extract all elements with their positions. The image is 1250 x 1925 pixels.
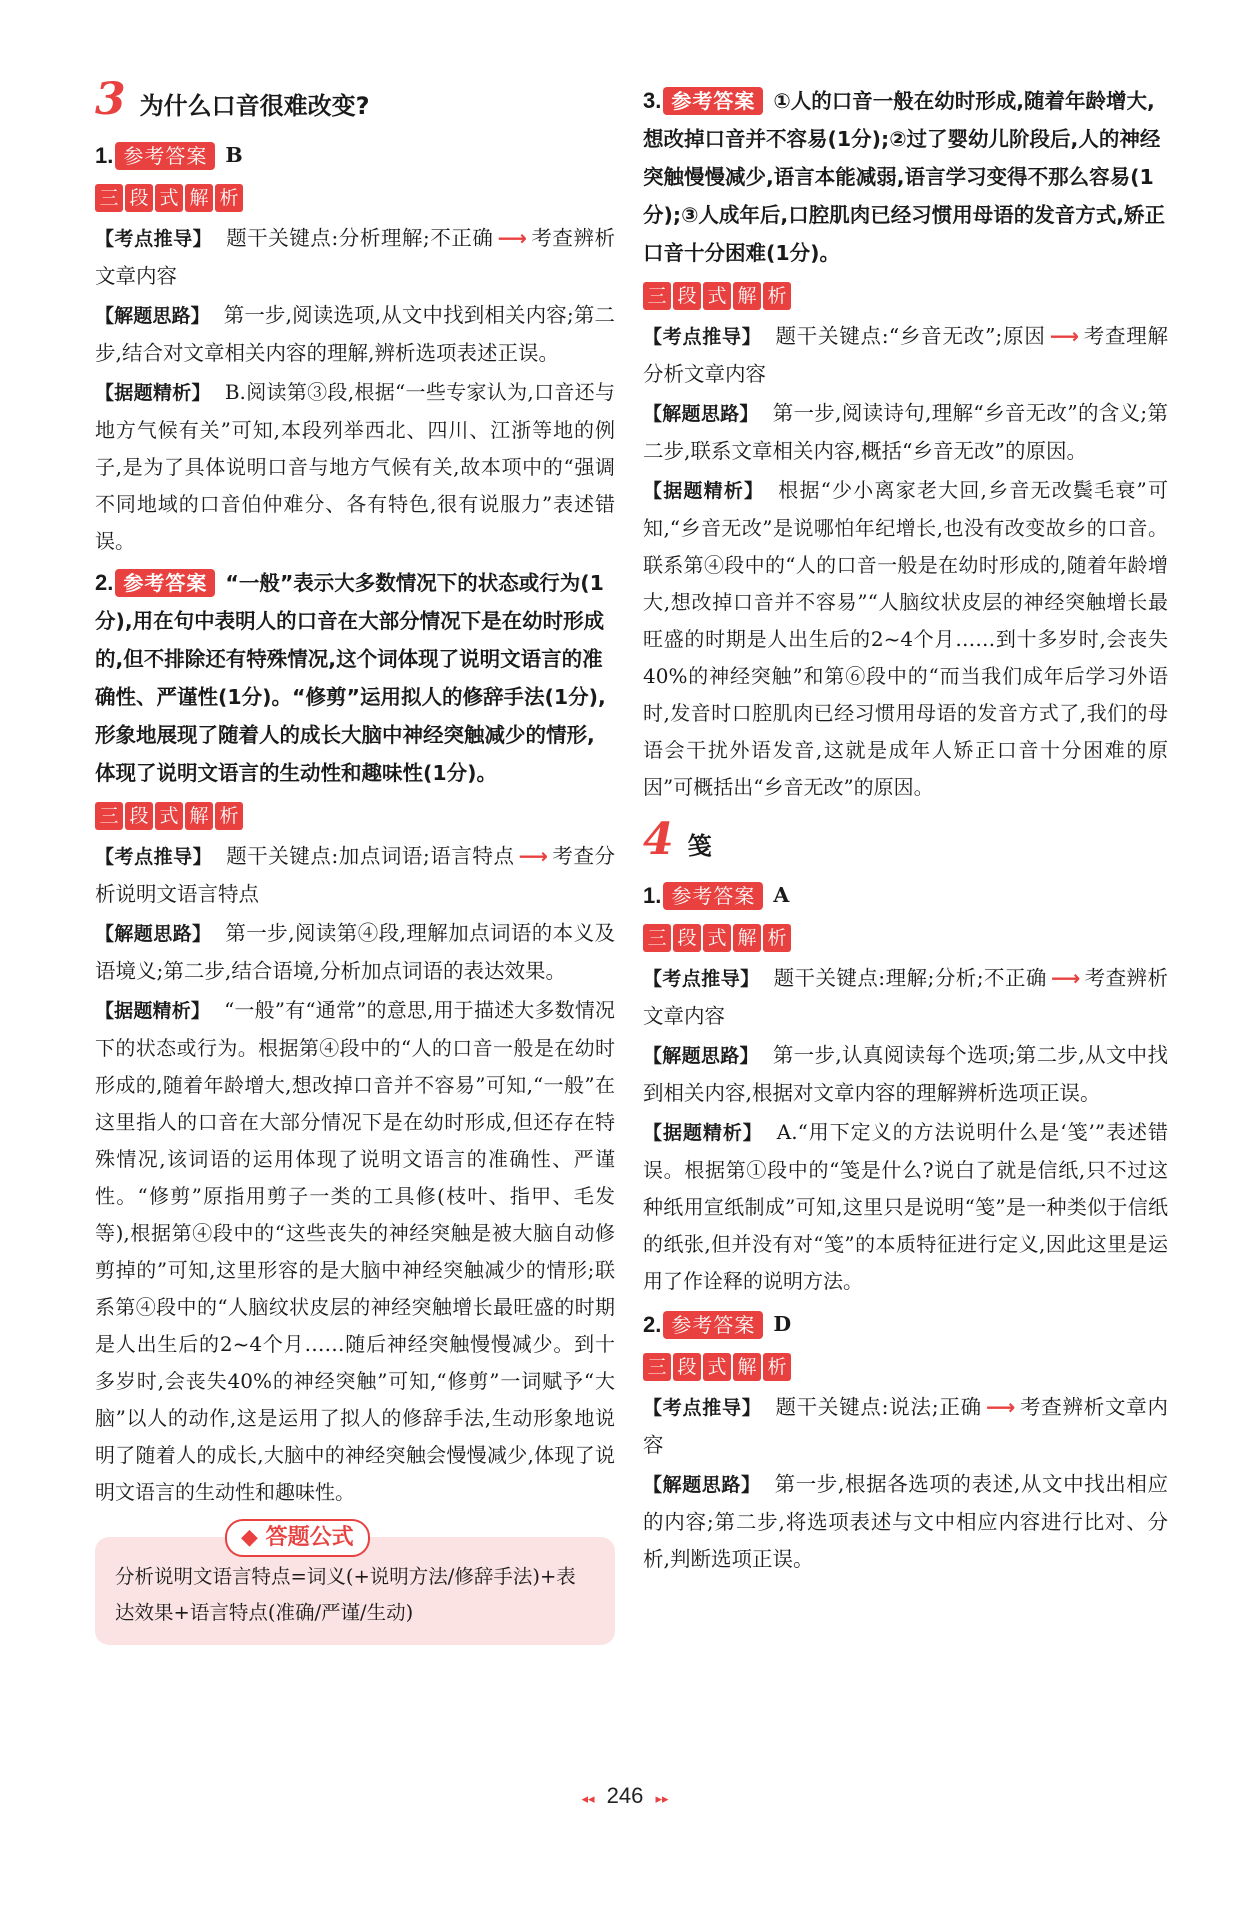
silu-text: 第一步,阅读诗句,理解“乡音无改”的含义;第二步,联系文章相关内容,概括“乡音无改”的原因。 [643, 401, 1168, 463]
kaodian-keypoint: 题干关键点:理解;分析;不正确 [773, 966, 1047, 990]
kaodian-label: 【考点推导】 [643, 968, 760, 990]
kaodian-keypoint: 题干关键点:加点词语;语言特点 [226, 844, 515, 868]
analysis-char: 段 [673, 282, 701, 310]
analysis-char: 解 [185, 802, 213, 830]
analysis-char: 析 [763, 1353, 791, 1381]
analysis-char: 解 [185, 184, 213, 212]
section-3-heading [95, 74, 615, 125]
jingxi-label: 【据题精析】 [95, 382, 211, 404]
arrow-right-icon: ⟶ [1050, 966, 1081, 990]
jingxi-paragraph [643, 472, 1168, 806]
answer-text: B [225, 143, 243, 167]
kaodian-label: 【考点推导】 [643, 1397, 762, 1419]
silu-paragraph [643, 1466, 1168, 1578]
jingxi-label: 【据题精析】 [95, 1000, 211, 1022]
analysis-char: 式 [155, 802, 183, 830]
answer-tag: 参考答案 [663, 882, 763, 910]
answer-tag: 参考答案 [115, 142, 215, 170]
answer-text: ①人的口音一般在幼时形成,随着年龄增大,想改掉口音并不容易(1分);②过了婴幼儿阶段后,人的神经突触慢慢减少,语言本能减弱,语言学习变得不那么容易(1分);③人成年后,口腔肌肉已经习惯用母语的发音方式,矫正口音十分困难(1分)。 [643, 89, 1165, 265]
jingxi-text: 根据“少小离家老大回,乡音无改鬓毛衰”可知,“乡音无改”是说哪怕年纪增长,也没有改变故乡的口音。联系第④段中的“人的口音一般是在幼时形成的,随着年龄增大,想改掉口音并不容易”“人脑纹状皮层的神经突触增长最旺盛的时期是人出生后的2~4个月……到十多岁时,会丧失40%的神经突触”和第⑥段中的“而当我们成年后学习外语时,发音时口腔肌肉已经习惯用母语的发音方式了,我们的母语会干扰外语发音,这就是成年人矫正口音十分困难的原因”可概括出“乡音无改”的原因。 [643, 478, 1168, 799]
jingxi-text: B.阅读第③段,根据“一些专家认为,口音还与地方气候有关”可知,本段列举西北、四川、江浙等地的例子,是为了具体说明口音与地方气候有关,故本项中的“强调不同地域的口音伯仲难分、各有特色,很有说服力”表述错误。 [95, 380, 615, 553]
analysis-char: 段 [125, 802, 153, 830]
analysis-tag [95, 184, 615, 212]
analysis-char: 三 [95, 802, 123, 830]
kaodian-result: 考查分析说明文语言特点 [95, 844, 615, 906]
question-number: 3. [643, 88, 662, 113]
kaodian-keypoint: 题干关键点:分析理解;不正确 [226, 226, 494, 250]
silu-paragraph [643, 395, 1168, 470]
jingxi-label: 【据题精析】 [643, 480, 765, 502]
arrow-right-icon: ⟶ [985, 1395, 1016, 1419]
analysis-char: 解 [733, 924, 761, 952]
analysis-char: 解 [733, 282, 761, 310]
jingxi-paragraph [643, 1114, 1168, 1300]
analysis-char: 析 [763, 282, 791, 310]
page-footer [0, 1783, 1250, 1809]
arrow-right-icon: ⟶ [1049, 324, 1079, 348]
answer-tag: 参考答案 [115, 569, 215, 597]
analysis-char: 式 [703, 282, 731, 310]
section-title: 为什么口音很难改变? [139, 92, 370, 120]
analysis-char: 三 [95, 184, 123, 212]
answer-block [643, 82, 1168, 272]
analysis-char: 解 [733, 1353, 761, 1381]
kaodian-paragraph [95, 838, 615, 913]
kaodian-label: 【考点推导】 [95, 228, 213, 250]
arrow-right-icon: ⟶ [518, 844, 548, 868]
silu-label: 【解题思路】 [643, 403, 759, 425]
right-column [643, 82, 1168, 1580]
question-3 [643, 82, 1168, 806]
analysis-char: 三 [643, 1353, 671, 1381]
analysis-char: 析 [215, 184, 243, 212]
analysis-char: 段 [673, 924, 701, 952]
kaodian-paragraph [95, 220, 615, 295]
silu-paragraph [95, 915, 615, 990]
kaodian-result: 考查辨析文章内容 [643, 1395, 1168, 1457]
answer-text: A [773, 883, 790, 907]
formula-tag: ◆ 答题公式 [225, 1519, 370, 1557]
question-number: 1. [95, 143, 114, 168]
analysis-char: 式 [703, 924, 731, 952]
kaodian-paragraph [643, 960, 1168, 1035]
jingxi-paragraph [95, 374, 615, 560]
analysis-char: 段 [125, 184, 153, 212]
kaodian-keypoint: 题干关键点:说法;正确 [775, 1395, 982, 1419]
analysis-char: 式 [155, 184, 183, 212]
kaodian-result: 考查辨析文章内容 [95, 226, 615, 288]
analysis-char: 段 [673, 1353, 701, 1381]
section-number: 3 [95, 74, 126, 125]
silu-text: 第一步,认真阅读每个选项;第二步,从文中找到相关内容,根据对文章内容的理解辨析选项正误。 [643, 1043, 1168, 1105]
silu-text: 第一步,根据各选项的表述,从文中找出相应的内容;第二步,将选项表述与文中相应内容进行比对、分析,判断选项正误。 [643, 1472, 1168, 1571]
silu-paragraph [643, 1037, 1168, 1112]
silu-label: 【解题思路】 [95, 923, 212, 945]
kaodian-label: 【考点推导】 [95, 846, 213, 868]
analysis-char: 析 [215, 802, 243, 830]
jingxi-text: A.“用下定义的方法说明什么是‘笺’”表述错误。根据第①段中的“笺是什么?说白了就是信纸,只不过这种纸用宣纸制成”可知,这里只是说明“笺”是一种类似于信纸的纸张,但并没有对“笺”的本质特征进行定义,因此这里是运用了作诠释的说明方法。 [643, 1120, 1168, 1293]
question-1 [95, 137, 615, 560]
analysis-tag [643, 924, 1168, 952]
answer-text: “一般”表示大多数情况下的状态或行为(1分),用在句中表明人的口音在大部分情况下是在幼时形成的,但不排除还有特殊情况,这个词体现了说明文语言的准确性、严谨性(1分)。“修剪”运用拟人的修辞手法(1分),形象地展现了随着人的成长大脑中神经突触减少的情形,体现了说明文语言的生动性和趣味性(1分)。 [95, 571, 606, 785]
answer-block [95, 564, 615, 792]
analysis-tag [643, 282, 1168, 310]
kaodian-paragraph [643, 318, 1168, 393]
jingxi-label: 【据题精析】 [643, 1122, 763, 1144]
section-number: 4 [643, 814, 674, 865]
kaodian-result: 考查理解分析文章内容 [643, 324, 1168, 386]
formula-text: 分析说明文语言特点=词义(+说明方法/修辞手法)+表达效果+语言特点(准确/严谨/生动) [115, 1565, 576, 1624]
page-next-icon: ▸▸ [655, 1791, 669, 1806]
page-prev-icon: ◂◂ [581, 1791, 595, 1806]
question-number: 1. [643, 883, 662, 908]
silu-paragraph [95, 297, 615, 372]
answer-tag: 参考答案 [663, 1311, 763, 1339]
analysis-tag [643, 1353, 1168, 1381]
section-4-heading [643, 814, 1168, 865]
kaodian-paragraph [643, 1389, 1168, 1464]
silu-text: 第一步,阅读第④段,理解加点词语的本义及语境义;第二步,结合语境,分析加点词语的表达效果。 [95, 921, 615, 983]
question-2 [95, 564, 615, 1511]
question-number: 2. [95, 570, 114, 595]
kaodian-result: 考查辨析文章内容 [643, 966, 1168, 1028]
jingxi-paragraph [95, 992, 615, 1511]
silu-label: 【解题思路】 [95, 305, 210, 327]
arrow-right-icon: ⟶ [497, 226, 527, 250]
question-4-2 [643, 1306, 1168, 1578]
kaodian-keypoint: 题干关键点:“乡音无改”;原因 [775, 324, 1046, 348]
silu-label: 【解题思路】 [643, 1474, 761, 1496]
answer-tag: 参考答案 [663, 87, 763, 115]
analysis-tag [95, 802, 615, 830]
page-number: 246 [606, 1783, 644, 1808]
jingxi-text: “一般”有“通常”的意思,用于描述大多数情况下的状态或行为。根据第④段中的“人的口音一般是在幼时形成的,随着年龄增大,想改掉口音并不容易”可知,“一般”在这里指人的口音在大部分情况下是在幼时形成,但还存在特殊情况,该词语的运用体现了说明文语言的准确性、严谨性。“修剪”原指用剪子一类的工具修(枝叶、指甲、毛发等),根据第④段中的“这些丧失的神经突触是被大脑自动修剪掉的”可知,这里形容的是大脑中神经突触减少的情形;联系第④段中的“人脑纹状皮层的神经突触增长最旺盛的时期是人出生后的2~4个月……随后神经突触慢慢减少。到十多岁时,会丧失40%的神经突触”可知,“修剪”一词赋予“大脑”以人的动作,这是运用了拟人的修辞手法,生动形象地说明了随着人的成长,大脑中的神经突触会慢慢减少,体现了说明文语言的生动性和趣味性。 [95, 998, 615, 1504]
question-number: 2. [643, 1312, 662, 1337]
question-4-1 [643, 877, 1168, 1300]
silu-label: 【解题思路】 [643, 1045, 759, 1067]
analysis-char: 三 [643, 924, 671, 952]
left-column [95, 74, 615, 1645]
kaodian-label: 【考点推导】 [643, 326, 762, 348]
analysis-char: 式 [703, 1353, 731, 1381]
answer-text: D [773, 1312, 792, 1336]
analysis-char: 三 [643, 282, 671, 310]
answer-formula-box [95, 1525, 615, 1645]
section-title: 笺 [687, 832, 712, 860]
silu-text: 第一步,阅读选项,从文中找到相关内容;第二步,结合对文章相关内容的理解,辨析选项表述正误。 [95, 303, 615, 365]
analysis-char: 析 [763, 924, 791, 952]
